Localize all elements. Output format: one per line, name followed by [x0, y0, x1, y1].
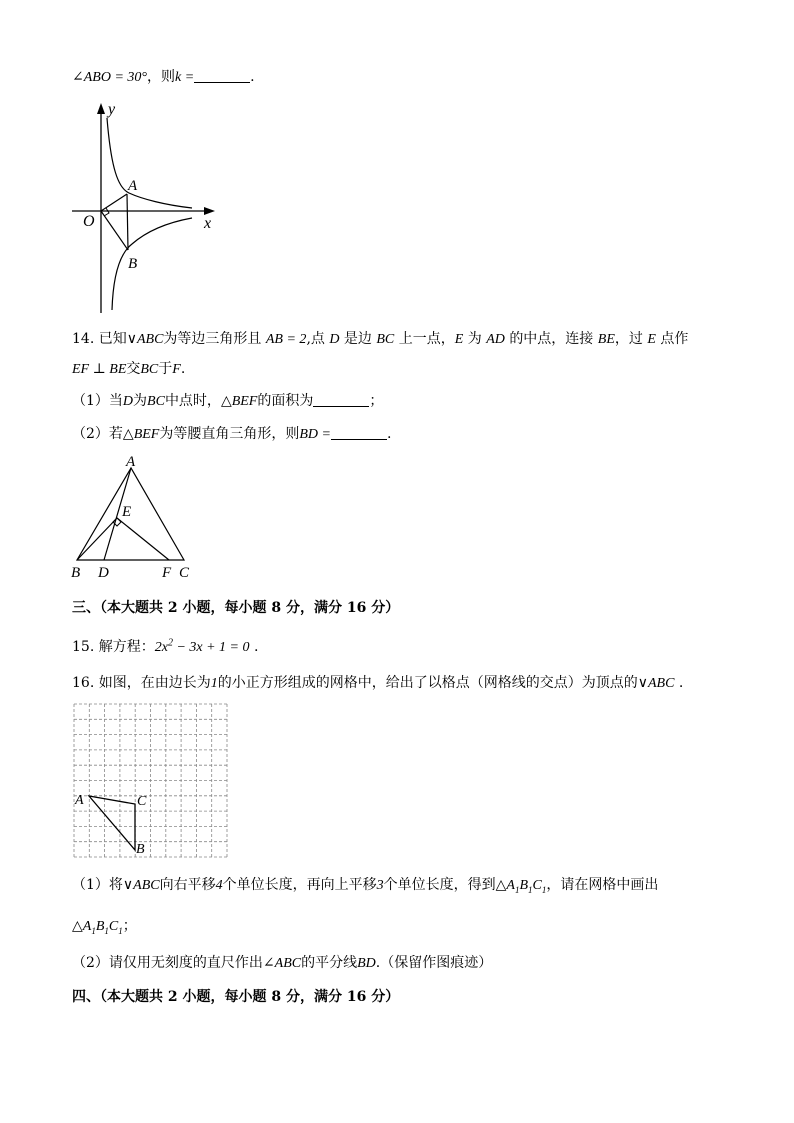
- q16-text: ；: [122, 918, 137, 934]
- segment-oa: [101, 194, 127, 211]
- q14-math: D: [329, 332, 340, 347]
- q14-text: 是边: [343, 331, 372, 347]
- answer-blank-13[interactable]: [194, 70, 250, 83]
- q14-math: AB = 2: [265, 332, 307, 347]
- q14-text: 上一点，: [398, 331, 455, 347]
- q16-line1: [72, 672, 683, 692]
- q14-text: 为: [467, 331, 482, 347]
- q16-sub: 1: [514, 884, 520, 895]
- label-o: O: [83, 213, 95, 230]
- q16-text: 个单位长度，得到: [383, 877, 496, 893]
- label-x: x: [204, 215, 212, 232]
- figure-14-triangle: [66, 452, 206, 584]
- q14-text: 已知: [98, 331, 127, 347]
- q14-triangle: ∨ABC: [126, 332, 164, 347]
- q16-sub: 1: [528, 884, 533, 895]
- q14-line2: [72, 358, 185, 378]
- q14-math: E: [454, 332, 464, 347]
- figure-16-grid: [70, 700, 234, 860]
- q16-sub: 1: [541, 884, 547, 895]
- label-y: y: [108, 101, 116, 118]
- section-3-heading: 三、（本大题共 2 小题，每小题 8 分，满分 16 分）: [72, 600, 400, 616]
- q16-text: .（保留作图痕迹）: [375, 955, 493, 971]
- q14-text: .: [180, 361, 186, 377]
- q14-text: 的中点，连接: [509, 331, 594, 347]
- label-b: B: [136, 842, 145, 857]
- label-d: D: [98, 565, 109, 581]
- q16-math: B: [95, 919, 105, 934]
- q14-text: 为等腰直角三角形，则: [159, 426, 300, 442]
- hyperbola-branch-upper: [107, 118, 192, 208]
- q14-part1: [72, 390, 383, 410]
- q16-sub: 1: [118, 925, 123, 936]
- x-axis-arrow-icon: [204, 207, 215, 215]
- q14-math: D: [122, 394, 134, 409]
- q16-text: ，请在网格中画出: [546, 877, 659, 893]
- q14-text: 交: [126, 361, 141, 377]
- q16-part2: [72, 952, 492, 972]
- q15-end: .: [253, 639, 259, 655]
- figure-13-hyperbola: [70, 98, 230, 318]
- q16-math: B: [519, 878, 529, 893]
- q14-math: E: [647, 332, 656, 347]
- q16-part1-line2: [72, 915, 137, 936]
- segment-ef: [117, 518, 169, 560]
- q13-end: .: [250, 69, 255, 85]
- q16-sub: 1: [91, 925, 96, 936]
- label-e: E: [122, 504, 132, 520]
- q14-text: ,点: [306, 331, 325, 347]
- q16-math: 4: [215, 878, 223, 893]
- q16-number: 16.: [72, 675, 95, 691]
- q16-sub: 1: [104, 925, 109, 936]
- q16-math: C: [108, 919, 119, 934]
- q16-text: 个单位长度，再向上平移: [222, 877, 377, 893]
- q14-math: BE: [597, 332, 615, 347]
- q14-text: （2）若: [72, 426, 123, 442]
- k-var: k =: [175, 70, 195, 85]
- q14-text: 的面积为: [257, 393, 314, 409]
- q16-math: ∨ABC: [122, 878, 160, 893]
- q14-math: EF ⊥ BE: [72, 362, 127, 377]
- q13-text: ，则: [147, 69, 175, 85]
- q14-math: F: [172, 362, 181, 377]
- label-c: C: [137, 794, 147, 809]
- q16-text: （1）将: [72, 877, 123, 893]
- q16-text: 的平分线: [301, 955, 358, 971]
- q14-text: 中点时，: [164, 393, 221, 409]
- q14-math: BC: [140, 362, 159, 377]
- label-b: B: [128, 256, 138, 272]
- label-f: F: [162, 565, 172, 581]
- q14-text: 为等边三角形且: [163, 331, 262, 347]
- q15-eq: 2x: [154, 640, 168, 655]
- q16-math: ∨ABC: [637, 676, 675, 691]
- q14-text: （1）当: [72, 393, 123, 409]
- answer-blank-14-1[interactable]: [313, 394, 369, 407]
- q14-text: ；: [369, 393, 384, 409]
- q16-text: 向右平移: [159, 877, 216, 893]
- q14-number: 14.: [72, 331, 95, 347]
- q14-text: 于: [158, 361, 173, 377]
- q16-math: △A: [495, 878, 515, 893]
- q16-math: 1: [210, 676, 218, 691]
- q16-text: 如图，在由边长为: [98, 675, 211, 691]
- answer-blank-14-2[interactable]: [331, 427, 387, 440]
- hyperbola-branch-lower: [112, 218, 192, 310]
- q16-part1: [72, 874, 658, 895]
- q16-math: △A: [72, 919, 92, 934]
- q15-text: 解方程：: [98, 639, 155, 655]
- angle-abo: ∠ABO = 30°: [72, 70, 147, 85]
- q16-math: ∠ABC: [262, 956, 302, 971]
- q15-eq-sup: 2: [167, 637, 173, 649]
- q15: [72, 636, 258, 656]
- label-a: A: [128, 178, 138, 194]
- segment-ob: [101, 211, 128, 250]
- q13-tail: [72, 66, 255, 86]
- q15-number: 15.: [72, 639, 95, 655]
- q16-text: 的小正方形组成的网格中，给出了以格点（网格线的交点）为顶点的: [217, 675, 638, 691]
- q14-math: BC: [147, 394, 165, 409]
- segment-ab: [127, 194, 128, 250]
- segment-be: [77, 518, 117, 560]
- q15-eq: − 3x + 1 = 0: [172, 640, 250, 655]
- q14-text: ，过: [614, 331, 643, 347]
- q16-end: .: [678, 675, 684, 691]
- grid-lines: [74, 704, 227, 857]
- q16-math: BD: [357, 956, 376, 971]
- q14-math: △BEF: [220, 394, 258, 409]
- q14-text: 点作: [660, 331, 689, 347]
- q14-text: 为: [133, 393, 148, 409]
- q14-line1: [72, 328, 688, 348]
- q14-math: BD =: [299, 427, 331, 442]
- q14-part2: [72, 423, 391, 443]
- q16-text: （2）请仅用无刻度的直尺作出: [72, 955, 263, 971]
- q16-math: C: [532, 878, 542, 893]
- label-a: A: [75, 793, 84, 808]
- label-a: A: [126, 454, 136, 470]
- q14-math: BC: [376, 332, 395, 347]
- q16-math: 3: [376, 878, 384, 893]
- q14-math: AD: [486, 332, 505, 347]
- section-4-heading: 四、（本大题共 2 小题，每小题 8 分，满分 16 分）: [72, 989, 400, 1005]
- q14-math: △BEF: [122, 427, 160, 442]
- y-axis-arrow-icon: [97, 103, 105, 114]
- label-c: C: [179, 565, 190, 581]
- label-b: B: [71, 565, 81, 581]
- q14-text: .: [386, 426, 392, 442]
